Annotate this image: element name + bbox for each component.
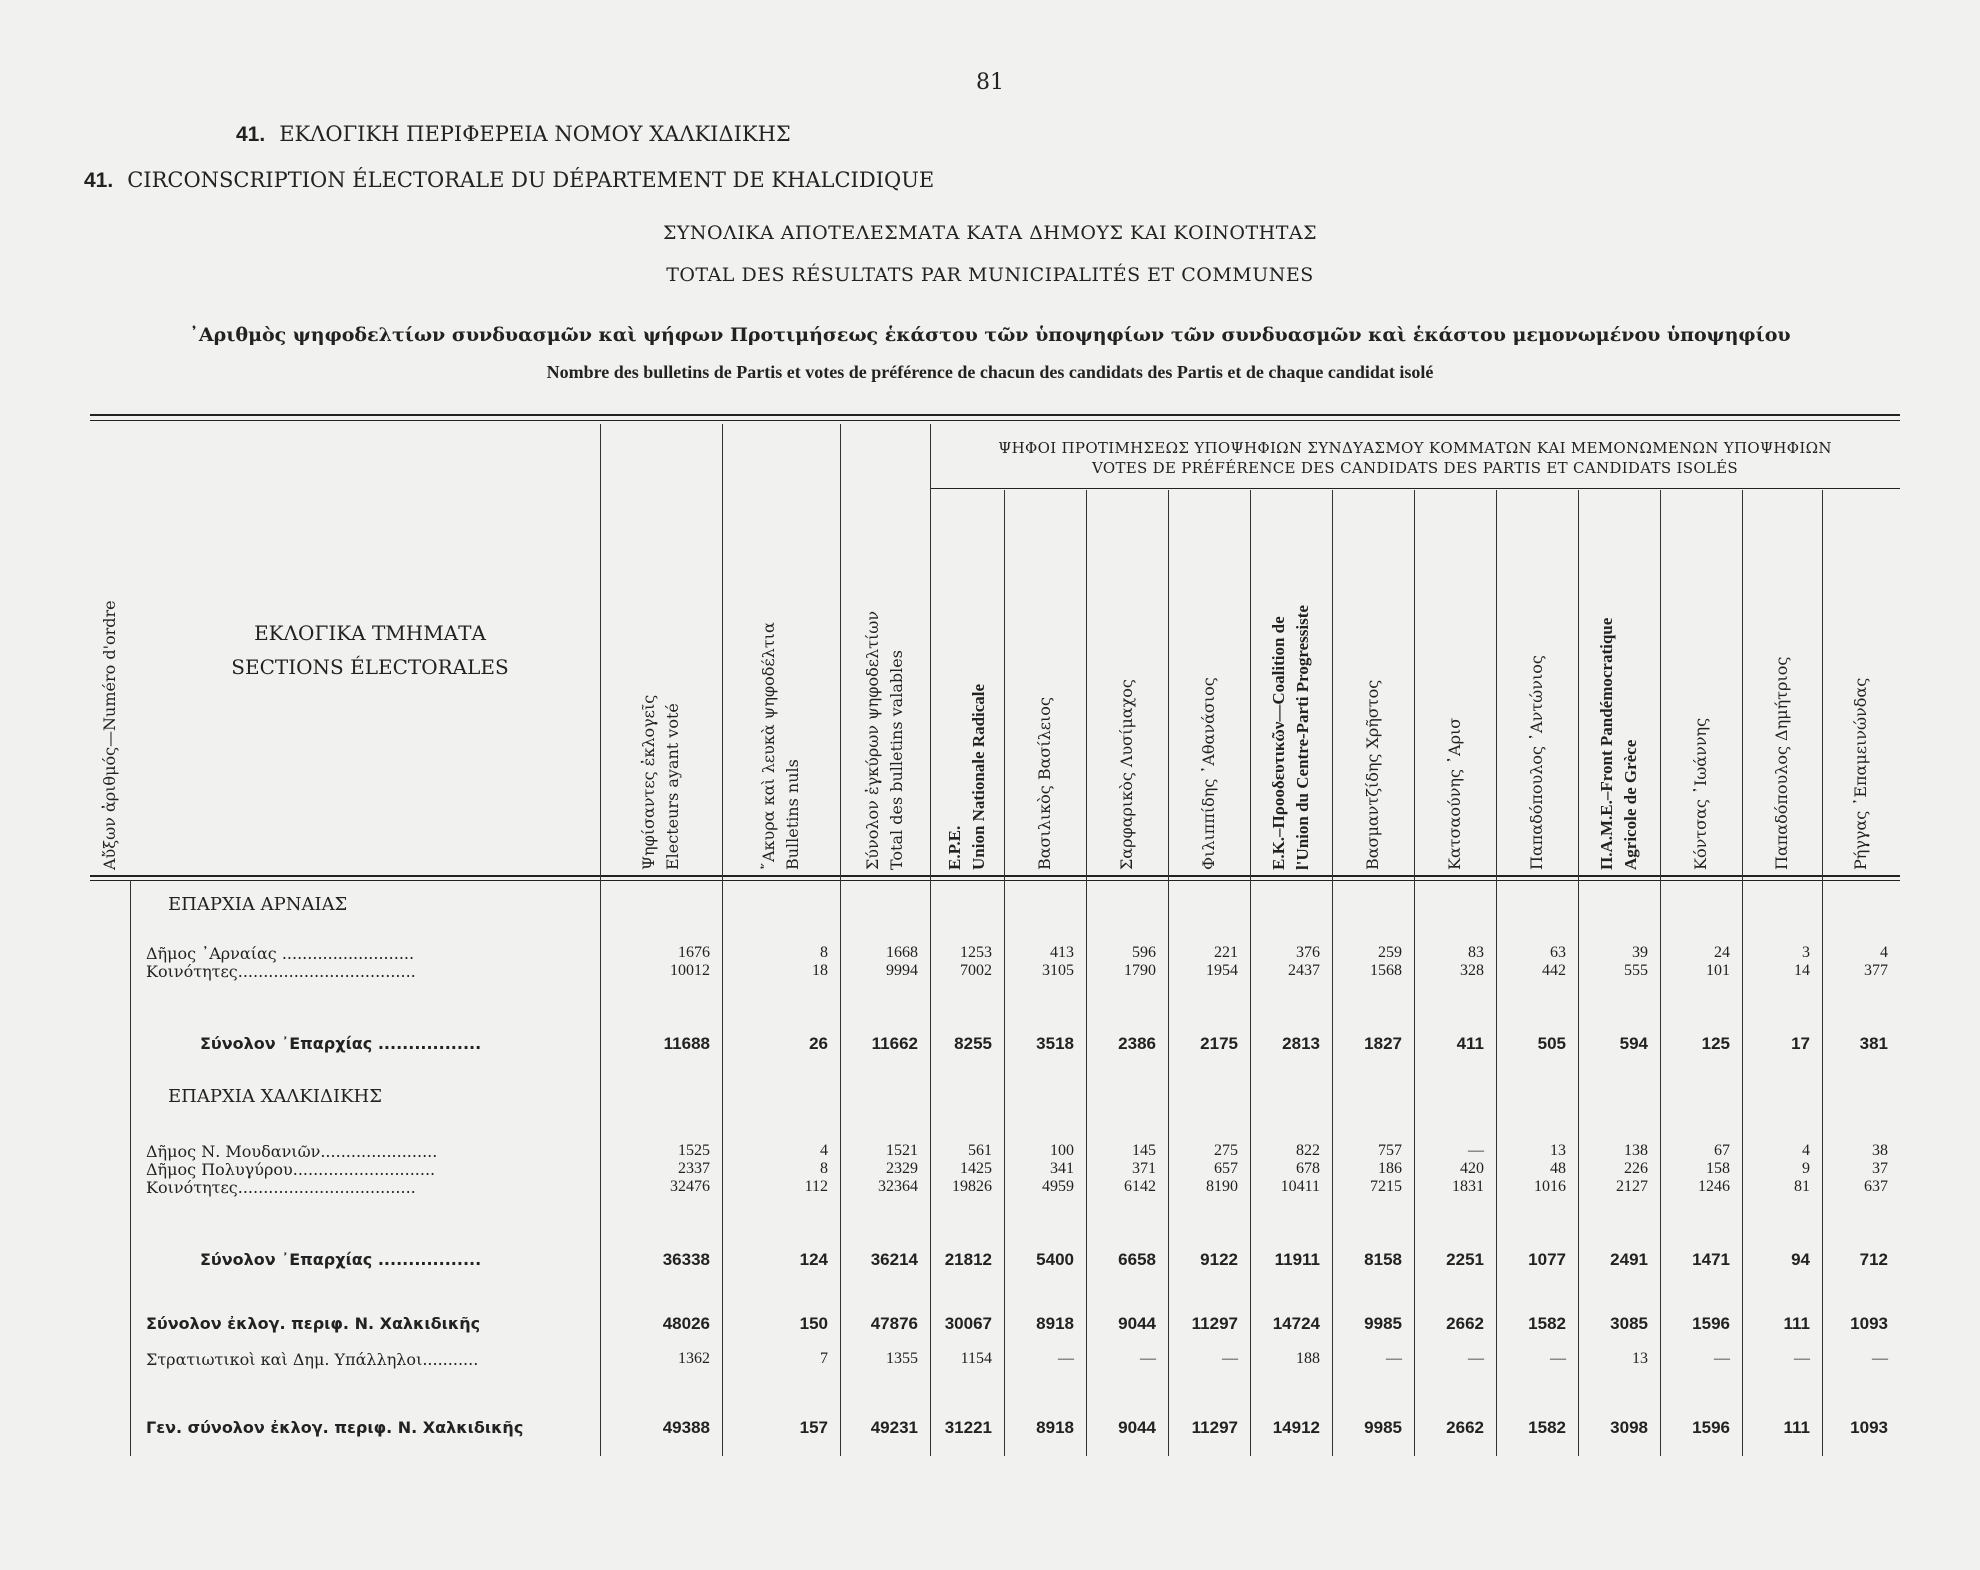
row-label: Κοινότητες................................... (146, 962, 416, 981)
column-header-line-2: Union Nationale Radicale (969, 683, 988, 870)
table-cell: — (1794, 1350, 1810, 1367)
table-cell: 1668 (886, 944, 918, 961)
column-header-line-2: Electeurs ayant voté (663, 703, 682, 870)
order-number-header: Αὔξων ἀριθμός—Numéro d'ordre (100, 600, 119, 870)
column-rule (930, 424, 931, 1456)
table-cell: — (1386, 1350, 1402, 1367)
table-cell: 8255 (954, 1034, 992, 1053)
table-cell: 36338 (662, 1250, 710, 1269)
table-cell: 4 (1880, 944, 1888, 961)
table-cell: 1154 (960, 1350, 992, 1367)
table-cell: 1362 (678, 1350, 710, 1367)
table-cell: 48 (1550, 1160, 1566, 1177)
description-french: Nombre des bulletins de Partis et votes de préférence de chacun des candidats des Partis et de chaque candidat isolé (546, 362, 1434, 382)
table-cell: 1077 (1528, 1250, 1566, 1269)
table-cell: 13 (1632, 1350, 1648, 1367)
table-cell: 7215 (1370, 1178, 1402, 1195)
column-rule (600, 424, 601, 1456)
table-cell: 4 (820, 1142, 828, 1159)
table-cell: 1016 (1534, 1178, 1566, 1195)
table-cell: 3085 (1610, 1314, 1648, 1333)
table-cell: 712 (1859, 1250, 1888, 1269)
table-cell: 4959 (1042, 1178, 1074, 1195)
sections-header (130, 616, 610, 684)
column-header-line-1: Ε.Κ.–Προοδευτικῶν—Coalition de (1269, 616, 1288, 870)
table-cell: 381 (1859, 1034, 1888, 1053)
sections-header-french: SECTIONS ÉLECTORALES (231, 655, 509, 679)
sections-header-greek: ΕΚΛΟΓΙΚΑ ΤΜΗΜΑΤΑ (254, 621, 486, 645)
table-cell: — (1468, 1142, 1484, 1159)
table-cell: 226 (1624, 1160, 1648, 1177)
table-cell: 3 (1802, 944, 1810, 961)
table-cell: 1790 (1124, 962, 1156, 979)
row-label: Σύνολον ἐκλογ. περιφ. Ν. Χαλκιδικῆς (146, 1314, 481, 1333)
table-cell: 1355 (886, 1350, 918, 1367)
table-cell: 3518 (1036, 1034, 1074, 1053)
table-cell: 49231 (870, 1418, 918, 1437)
column-header-line-1: Σαρφαρικὸς Λυσίμαχος (1117, 679, 1136, 870)
row-label: Κοινότητες................................... (146, 1178, 416, 1197)
column-header-line-1: Σύνολον ἐγκύρων ψηφοδελτίων (863, 610, 882, 870)
row-label: Δῆμος Ν. Μουδανιῶν....................... (146, 1142, 438, 1161)
table-cell: 1827 (1364, 1034, 1402, 1053)
heading-greek (236, 122, 791, 147)
table-cell: — (1714, 1350, 1730, 1367)
table-cell: 678 (1296, 1160, 1320, 1177)
table-cell: 1253 (960, 944, 992, 961)
table-cell: 1525 (678, 1142, 710, 1159)
table-cell: 328 (1460, 962, 1484, 979)
table-cell: 26 (809, 1034, 828, 1053)
row-label: Σύνολον ᾿Επαρχίας ................. (200, 1034, 482, 1053)
preference-votes-header-french: VOTES DE PRÉFÉRENCE DES CANDIDATS DES PARTIS ET CANDIDATS ISOLÉS (1091, 459, 1738, 477)
table-cell: 21812 (944, 1250, 992, 1269)
column-header-12 (1595, 618, 1643, 870)
table-cell: 48026 (662, 1314, 710, 1333)
heading-number: 41. (236, 123, 266, 146)
heading-french-title: CIRCONSCRIPTION ÉLECTORALE DU DÉPARTEMENT DE KHALCIDIQUE (127, 168, 935, 192)
table-cell: 138 (1624, 1142, 1648, 1159)
column-header-line-1: Π.Α.Μ.Ε.–Front Pandémocratique (1597, 617, 1616, 870)
column-header-line-1: Βασιλικὸς Βασίλειος (1035, 697, 1054, 870)
table-cell: 1568 (1370, 962, 1402, 979)
table-cell: 9122 (1200, 1250, 1238, 1269)
table-cell: 67 (1714, 1142, 1730, 1159)
table-cell: 18 (812, 962, 828, 979)
table-cell: 38 (1872, 1142, 1888, 1159)
table-cell: 9985 (1364, 1418, 1402, 1437)
table-cell: 259 (1378, 944, 1402, 961)
column-header-line-1: Παπαδόπουλος Δημήτριος (1772, 656, 1791, 870)
table-cell: 10411 (1280, 1178, 1320, 1195)
preference-votes-header-greek: ΨΗΦΟΙ ΠΡΟΤΙΜΗΣΕΩΣ ΥΠΟΨΗΦΙΩΝ ΣΥΝΔΥΑΣΜΟΥ ΚΟΜΜΑΤΩΝ ΚΑΙ ΜΕΜΟΝΩΜΕΝΩΝ ΥΠΟΨΗΦΙΩΝ (998, 439, 1832, 457)
table-cell: 1093 (1850, 1314, 1888, 1333)
subtitle-french: TOTAL DES RÉSULTATS PAR MUNICIPALITÉS ET COMMUNES (666, 264, 1314, 286)
table-cell: 7 (820, 1350, 828, 1367)
table-cell: 83 (1468, 944, 1484, 961)
table-cell: 31221 (944, 1418, 992, 1437)
table-cell: 2329 (886, 1160, 918, 1177)
table-cell: 6142 (1124, 1178, 1156, 1195)
table-cell: 2127 (1616, 1178, 1648, 1195)
table-cell: 377 (1864, 962, 1888, 979)
table-cell: 145 (1132, 1142, 1156, 1159)
column-header-10 (1443, 718, 1467, 870)
column-header-13 (1689, 718, 1713, 870)
table-cell: 11662 (871, 1034, 918, 1053)
table-cell: 47876 (870, 1314, 918, 1333)
column-header-line-1: Κόντσας ᾿Ιωάννης (1691, 717, 1710, 870)
table-cell: 7002 (960, 962, 992, 979)
table-cell: — (1468, 1350, 1484, 1367)
column-header-line-1: Κατσαούνης ᾿Αρισ (1445, 717, 1464, 870)
table-cell: 1954 (1206, 962, 1238, 979)
table-cell: 19826 (952, 1178, 992, 1195)
table-cell: 49388 (662, 1418, 710, 1437)
column-header-line-1: Ψηφίσαντες ἐκλογεῖς (639, 694, 658, 870)
table-cell: 14 (1794, 962, 1810, 979)
table-cell: 8 (820, 944, 828, 961)
table-cell: 32364 (878, 1178, 918, 1195)
table-cell: 2813 (1282, 1034, 1320, 1053)
table-cell: 221 (1214, 944, 1238, 961)
table-cell: 1425 (960, 1160, 992, 1177)
table-cell: 555 (1624, 962, 1648, 979)
header-bottom-rule (90, 875, 1900, 877)
table-cell: 11297 (1191, 1418, 1238, 1437)
table-cell: 420 (1460, 1160, 1484, 1177)
table-cell: 125 (1701, 1034, 1730, 1053)
row-label: Στρατιωτικοὶ καὶ Δημ. Υπάλληλοι........... (146, 1350, 479, 1369)
table-cell: 594 (1619, 1034, 1648, 1053)
table-cell: 81 (1794, 1178, 1810, 1195)
table-cell: 341 (1050, 1160, 1074, 1177)
table-cell: 2337 (678, 1160, 710, 1177)
table-cell: 11688 (663, 1034, 710, 1053)
table-cell: 63 (1550, 944, 1566, 961)
column-header-line-2: Total des bulletins valables (887, 650, 906, 870)
table-cell: 101 (1706, 962, 1730, 979)
table-cell: 37 (1872, 1160, 1888, 1177)
table-top-rule (90, 414, 1900, 416)
table-cell: 186 (1378, 1160, 1402, 1177)
table-cell: 1521 (886, 1142, 918, 1159)
table-cell: — (1222, 1350, 1238, 1367)
table-cell: 1093 (1850, 1418, 1888, 1437)
table-top-rule-2 (90, 420, 1900, 421)
heading-greek-title: ΕΚΛΟΓΙΚΗ ΠΕΡΙΦΕΡΕΙΑ ΝΟΜΟΥ ΧΑΛΚΙΔΙΚΗΣ (279, 122, 791, 146)
table-cell: — (1872, 1350, 1888, 1367)
table-cell: — (1550, 1350, 1566, 1367)
column-header-15 (1849, 678, 1873, 870)
table-cell: 2437 (1288, 962, 1320, 979)
table-cell: 158 (1706, 1160, 1730, 1177)
table-cell: 637 (1864, 1178, 1888, 1195)
table-cell: 9985 (1364, 1314, 1402, 1333)
table-cell: 442 (1542, 962, 1566, 979)
column-header-line-1: ῎Ακυρα καὶ λευκὰ ψηφοδέλτια (759, 622, 778, 870)
column-header-line-1: Ρήγγας ᾿Επαμεινώνδας (1851, 677, 1870, 870)
table-cell: 561 (968, 1142, 992, 1159)
page-number: 81 (976, 70, 1004, 95)
column-header-line-1: Βασμαντζίδης Χρῆστος (1363, 679, 1382, 870)
table-cell: 5400 (1036, 1250, 1074, 1269)
heading-number-fr: 41. (84, 169, 114, 192)
table-cell: 8 (820, 1160, 828, 1177)
column-header-line-1: Ε.Ρ.Ε. (945, 825, 964, 870)
table-cell: 17 (1791, 1034, 1810, 1053)
table-cell: 1582 (1528, 1314, 1566, 1333)
table-cell: 8918 (1036, 1314, 1074, 1333)
table-cell: 24 (1714, 944, 1730, 961)
column-header-14 (1770, 657, 1794, 870)
column-header-line-1: Παπαδόπουλος ᾿Αντώνιος (1527, 655, 1546, 870)
table-cell: 2175 (1200, 1034, 1238, 1053)
table-cell: 14912 (1272, 1418, 1320, 1437)
column-header-5 (1033, 697, 1057, 870)
table-cell: 275 (1214, 1142, 1238, 1159)
table-cell: 32476 (670, 1178, 710, 1195)
table-cell: 1471 (1692, 1250, 1730, 1269)
table-cell: 2386 (1118, 1034, 1156, 1053)
column-header-6 (1115, 679, 1139, 870)
column-header-line-2: Bulletins nuls (783, 759, 802, 870)
table-cell: 111 (1783, 1418, 1810, 1437)
table-cell: 1596 (1692, 1314, 1730, 1333)
column-header-7 (1197, 677, 1221, 870)
header-bottom-rule-2 (90, 880, 1900, 881)
province-arnaia: ΕΠΑΡΧΙΑ ΑΡΝΑΙΑΣ (168, 894, 348, 915)
table-cell: 188 (1296, 1350, 1320, 1367)
column-header-2 (757, 622, 805, 870)
table-cell: 4 (1802, 1142, 1810, 1159)
table-cell: 376 (1296, 944, 1320, 961)
table-cell: 505 (1537, 1034, 1566, 1053)
table-cell: 1246 (1698, 1178, 1730, 1195)
province-chalkidiki: ΕΠΑΡΧΙΑ ΧΑΛΚΙΔΙΚΗΣ (168, 1086, 382, 1107)
table-cell: 100 (1050, 1142, 1074, 1159)
table-cell: 9994 (886, 962, 918, 979)
table-cell: 14724 (1272, 1314, 1320, 1333)
table-cell: 11911 (1274, 1250, 1320, 1269)
table-cell: 9 (1802, 1160, 1810, 1177)
table-cell: 413 (1050, 944, 1074, 961)
table-cell: 8158 (1364, 1250, 1402, 1269)
table-cell: 36214 (870, 1250, 918, 1269)
heading-french (84, 168, 934, 193)
row-label: Γεν. σύνολον ἐκλογ. περιφ. Ν. Χαλκιδικῆς (146, 1418, 524, 1437)
row-label: Δῆμος ᾿Αρναίας .......................... (146, 944, 415, 963)
table-cell: — (1058, 1350, 1074, 1367)
row-label: Σύνολον ᾿Επαρχίας ................. (200, 1250, 482, 1269)
table-cell: 10012 (670, 962, 710, 979)
table-cell: 371 (1132, 1160, 1156, 1177)
column-header-4 (943, 684, 991, 870)
group-header-rule (930, 488, 1900, 489)
column-rule (840, 424, 841, 1456)
table-cell: 9044 (1118, 1314, 1156, 1333)
column-header-9 (1361, 680, 1385, 870)
table-cell: 657 (1214, 1160, 1238, 1177)
subtitle-greek: ΣΥΝΟΛΙΚΑ ΑΠΟΤΕΛΕΣΜΑΤΑ ΚΑΤΑ ΔΗΜΟΥΣ ΚΑΙ ΚΟΙΝΟΤΗΤΑΣ (662, 222, 1318, 244)
column-header-8 (1267, 605, 1315, 870)
column-rule (130, 880, 131, 1456)
table-cell: 2491 (1610, 1250, 1648, 1269)
row-label: Δῆμος Πολυγύρου............................ (146, 1160, 436, 1179)
column-rule (722, 424, 723, 1456)
table-cell: 757 (1378, 1142, 1402, 1159)
table-cell: 150 (799, 1314, 828, 1333)
table-cell: 596 (1132, 944, 1156, 961)
table-cell: 2662 (1446, 1418, 1484, 1437)
table-cell: — (1140, 1350, 1156, 1367)
table-cell: 111 (1783, 1314, 1810, 1333)
preference-votes-header (930, 438, 1900, 478)
table-cell: 8190 (1206, 1178, 1238, 1195)
table-cell: 1596 (1692, 1418, 1730, 1437)
table-cell: 11297 (1191, 1314, 1238, 1333)
table-cell: 124 (799, 1250, 828, 1269)
table-cell: 112 (804, 1178, 828, 1195)
table-cell: 1582 (1528, 1418, 1566, 1437)
table-cell: 13 (1550, 1142, 1566, 1159)
description-greek: ᾿Αριθμὸς ψηφοδελτίων συνδυασμῶν καὶ ψήφων Προτιμήσεως ἑκάστου τῶν ὑποψηφίων τῶν συνδυασμῶν καὶ ἑκάστου μεμονωμένου ὑποψηφίου (189, 324, 1791, 346)
table-cell: 1676 (678, 944, 710, 961)
table-cell: 1831 (1452, 1178, 1484, 1195)
column-header-line-2: l'Union du Centre-Parti Progressiste (1293, 605, 1312, 870)
table-cell: 822 (1296, 1142, 1320, 1159)
table-cell: 94 (1791, 1250, 1810, 1269)
table-cell: 30067 (944, 1314, 992, 1333)
table-cell: 3105 (1042, 962, 1074, 979)
table-cell: 411 (1456, 1034, 1484, 1053)
column-header-1 (637, 695, 685, 870)
table-cell: 3098 (1610, 1418, 1648, 1437)
table-cell: 39 (1632, 944, 1648, 961)
table-cell: 9044 (1118, 1418, 1156, 1437)
column-header-11 (1525, 655, 1549, 870)
table-cell: 8918 (1036, 1418, 1074, 1437)
table-cell: 2662 (1446, 1314, 1484, 1333)
table-cell: 6658 (1118, 1250, 1156, 1269)
column-header-3 (861, 611, 909, 870)
table-cell: 2251 (1446, 1250, 1484, 1269)
table-cell: 157 (799, 1418, 828, 1437)
column-header-line-1: Φιλιππίδης ᾿Αθανάσιος (1199, 677, 1218, 870)
column-header-line-2: Agricole de Grèce (1621, 739, 1640, 870)
